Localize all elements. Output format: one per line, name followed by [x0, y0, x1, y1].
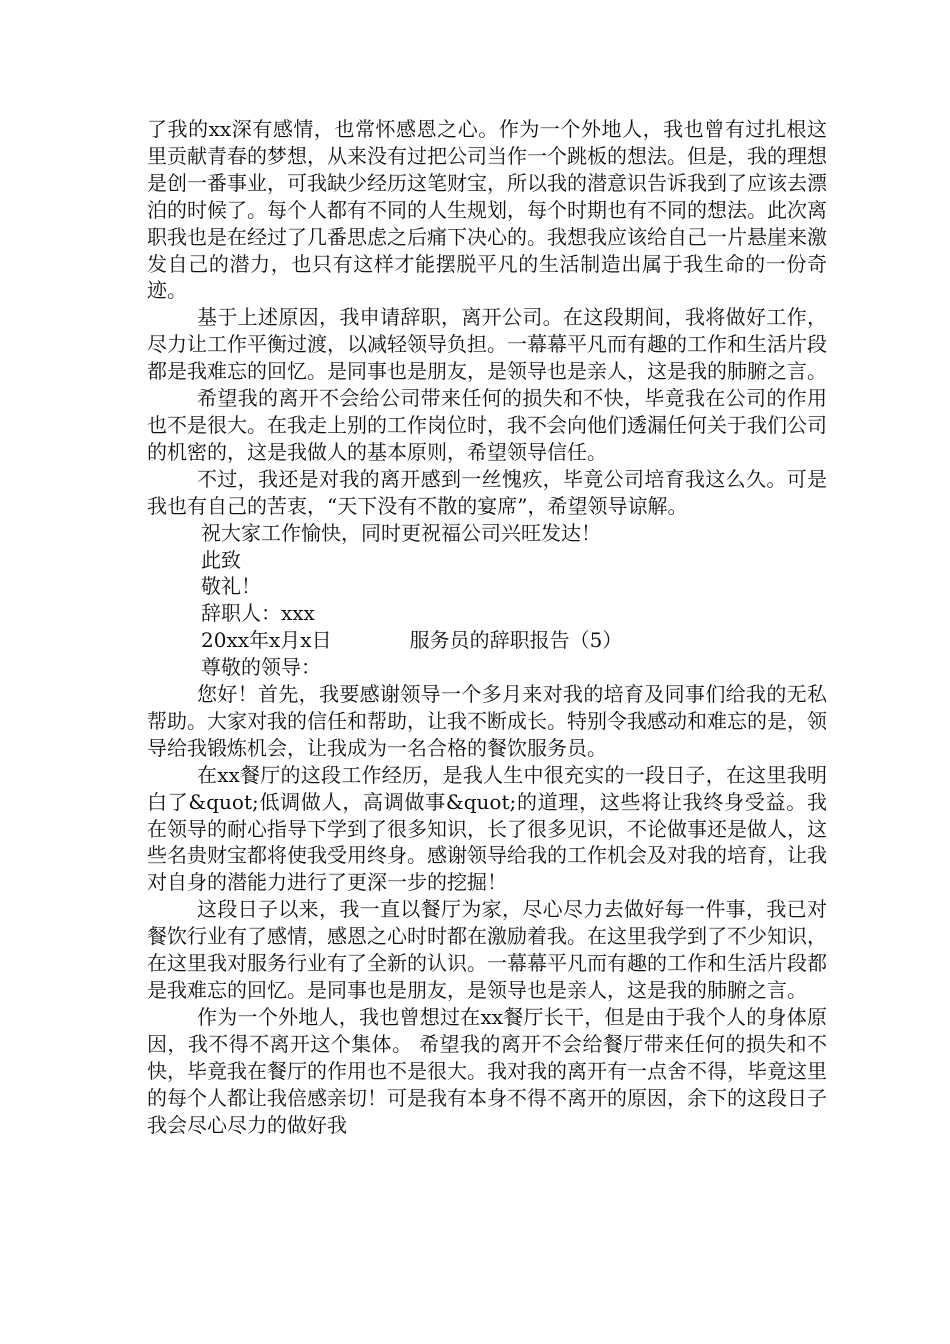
paragraph: 基于上述原因，我申请辞职，离开公司。在这段期间，我将做好工作，尽力让工作平衡过渡，以减轻领导负担。一幕幕平凡而有趣的工作和生活片段都是我难忘的回忆。是同事也是朋友，是领导也是亲人，这是我的肺腑之言。 [147, 305, 827, 384]
date-text: 20xx年x月x日 [201, 628, 332, 653]
greeting-line: 尊敬的领导： [201, 655, 321, 680]
paragraph: 不过，我还是对我的离开感到一丝愧疚，毕竟公司培育我这么久。可是我也有自己的苦衷，“天下没有不散的宴席”，希望领导谅解。 [147, 466, 827, 518]
date-title-line [147, 627, 827, 654]
salutation-line: 此致 [201, 547, 241, 572]
paragraph: 了我的xx深有感情，也常怀感恩之心。作为一个外地人，我也曾有过扎根这里贡献青春的梦想，从来没有过把公司当作一个跳板的想法。但是，我的理想是创一番事业，可我缺少经历这笔财宝，所以我的潜意识告诉我到了应该去漂泊的时候了。每个人都有不同的人生规划，每个时期也有不同的想法。此次离职我也是在经过了几番思虑之后痛下决心的。我想我应该给自己一片悬崖来激发自己的潜力，也只有这样才能摆脱平凡的生活制造出属于我生命的一份奇迹。 [147, 117, 827, 303]
paragraph: 这段日子以来，我一直以餐厅为家，尽心尽力去做好每一件事，我已对餐饮行业有了感情，感恩之心时时都在激励着我。在这里我学到了不少知识，在这里我对服务行业有了全新的认识。一幕幕平凡而有趣的工作和生活片段都是我难忘的回忆。是同事也是朋友，是领导也是亲人，这是我的肺腑之言。 [147, 897, 827, 1002]
paragraph: 希望我的离开不会给公司带来任何的损失和不快，毕竟我在公司的作用也不是很大。在我走上别的工作岗位时，我不会向他们透漏任何关于我们公司的机密的，这是我做人的基本原则，希望领导信任。 [147, 386, 827, 464]
paragraph: 您好！首先，我要感谢领导一个多月来对我的培育及同事们给我的无私帮助。大家对我的信任和帮助，让我不断成长。特别令我感动和难忘的是，领导给我锻炼机会，让我成为一名合格的餐饮服务员。 [147, 682, 827, 760]
salutation-line: 敬礼！ [201, 574, 261, 599]
paragraph: 在xx餐厅的这段工作经历，是我人生中很充实的一段日子，在这里我明白了&quot;低调做人，高调做事&quot;的道理，这些将让我终身受益。我在领导的耐心指导下学到了很多知识，长了很多见识，不论做事还是做人，这些名贵财宝都将使我受用终身。感谢领导给我的工作机会及对我的培育，让我对自身的潜能力进行了更深一步的挖掘！ [147, 762, 827, 895]
paragraph: 作为一个外地人，我也曾想过在xx餐厅长干，但是由于我个人的身体原因，我不得不离开这个集体。 希望我的离开不会给餐厅带来任何的损失和不快，毕竟我在餐厅的作用也不是很大。我对我的离开有一点舍不得，毕竟这里的每个人都让我倍感亲切！可是我有本身不得不离开的原因，余下的这段日子我会尽心尽力的做好我 [147, 1004, 827, 1137]
document-page [147, 116, 827, 1138]
section-title: 服务员的辞职报告（5） [409, 628, 623, 653]
signature-line: 辞职人：xxx [201, 601, 315, 626]
closing-wish: 祝大家工作愉快，同时更祝福公司兴旺发达！ [201, 520, 601, 545]
